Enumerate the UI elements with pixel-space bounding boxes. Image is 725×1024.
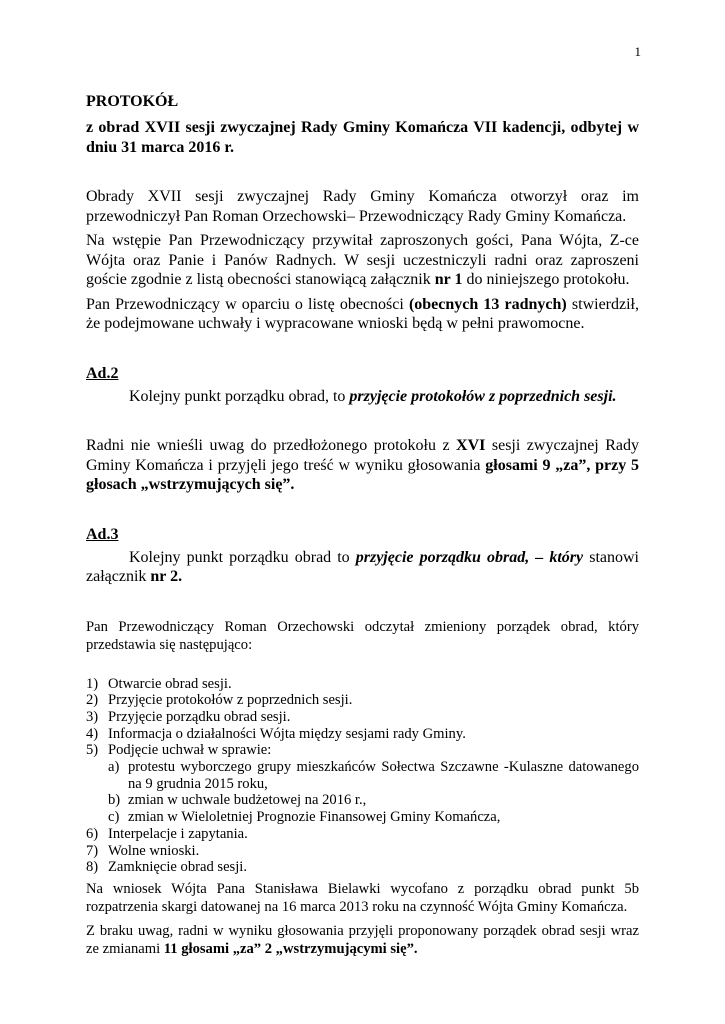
document-subtitle: z obrad XVII sesji zwyczajnej Rady Gminy Komańcza VII kadencji, odbytej w dniu 31 marca 2016 r. xyxy=(86,119,639,156)
agenda-item: 3) Przyjęcie porządku obrad sesji. xyxy=(86,708,291,725)
agenda-item: 5) Podjęcie uchwał w sprawie: xyxy=(86,742,272,759)
document-title: PROTOKÓŁ xyxy=(86,93,179,110)
withdrawal-paragraph: Na wniosek Wójta Pana Stanisława Bielawki wycofano z porządku obrad punkt 5b rozpatrzenia skargi datowanej na 16 marca 2013 roku na czynność Wójta Gminy Komańcza. xyxy=(86,880,639,915)
ad3-reading-paragraph: Pan Przewodniczący Roman Orzechowski odczytał zmieniony porządek obrad, który przedstawia się następująco: xyxy=(86,618,639,653)
agenda-subitem: a) protestu wyborczego grupy mieszkańców Sołectwa Szczawne -Kulaszne datowanego na 9 grudnia 2015 roku, xyxy=(108,759,639,792)
ad2-vote-paragraph: Radni nie wnieśli uwag do przedłożonego protokołu z XVI sesji zwyczajnej Rady Gminy Komańcza i przyjęli jego treść w wyniku głosowania głosami 9 „za”, przy 5 głosach „wstrzymujących się”. xyxy=(86,437,640,493)
agenda-item: 4) Informacja o działalności Wójta między sesjami rady Gminy. xyxy=(86,725,466,742)
ad3-intro-line: Kolejny punkt porządku obrad to przyjęcie porządku obrad, – który stanowi załącznik nr 2. xyxy=(86,548,639,585)
agenda-vote-paragraph: Z braku uwag, radni w wyniku głosowania przyjęli proponowany porządek obrad sesji wraz ze zmianami 11 głosami „za” 2 „wstrzymującymi się”. xyxy=(86,922,639,957)
page-number: 1 xyxy=(634,44,641,59)
agenda-item: 6) Interpelacje i zapytania. xyxy=(86,825,248,842)
ad2-intro-line: Kolejny punkt porządku obrad, to przyjęcie protokołów z poprzednich sesji. xyxy=(129,387,617,405)
agenda-item: 8) Zamknięcie obrad sesji. xyxy=(86,859,247,876)
section-heading-ad3: Ad.3 xyxy=(86,525,119,543)
agenda-item: 2) Przyjęcie protokołów z poprzednich sesji. xyxy=(86,692,353,709)
agenda-subitems xyxy=(86,759,639,826)
section-heading-ad2: Ad.2 xyxy=(86,364,119,382)
intro-paragraph-2: Na wstępie Pan Przewodniczący przywitał zaproszonych gości, Pana Wójta, Z-ce Wójta oraz Panie i Panów Radnych. W sesji uczestniczyli radni oraz zaproszeni goście zgodnie z listą obecności stanowiącą załącznik nr 1 do niniejszego protokołu. xyxy=(86,232,639,288)
agenda-subitem: b) zmian w uchwale budżetowej na 2016 r., xyxy=(108,792,367,809)
agenda-list xyxy=(86,676,639,876)
agenda-item: 7) Wolne wnioski. xyxy=(86,842,200,859)
intro-paragraph-1: Obrady XVII sesji zwyczajnej Rady Gminy Komańcza otworzył oraz im przewodniczył Pan Roman Orzechowski– Przewodniczący Rady Gminy Komańcza. xyxy=(86,188,639,225)
document-body xyxy=(86,92,639,958)
agenda-subitem: c) zmian w Wieloletniej Prognozie Finansowej Gminy Komańcza, xyxy=(108,809,501,826)
intro-paragraph-3: Pan Przewodniczący w oparciu o listę obecności (obecnych 13 radnych) stwierdził, że podejmowane uchwały i wypracowane wnioski będą w pełni prawomocne. xyxy=(86,295,639,332)
agenda-item: 1) Otwarcie obrad sesji. xyxy=(86,675,232,692)
